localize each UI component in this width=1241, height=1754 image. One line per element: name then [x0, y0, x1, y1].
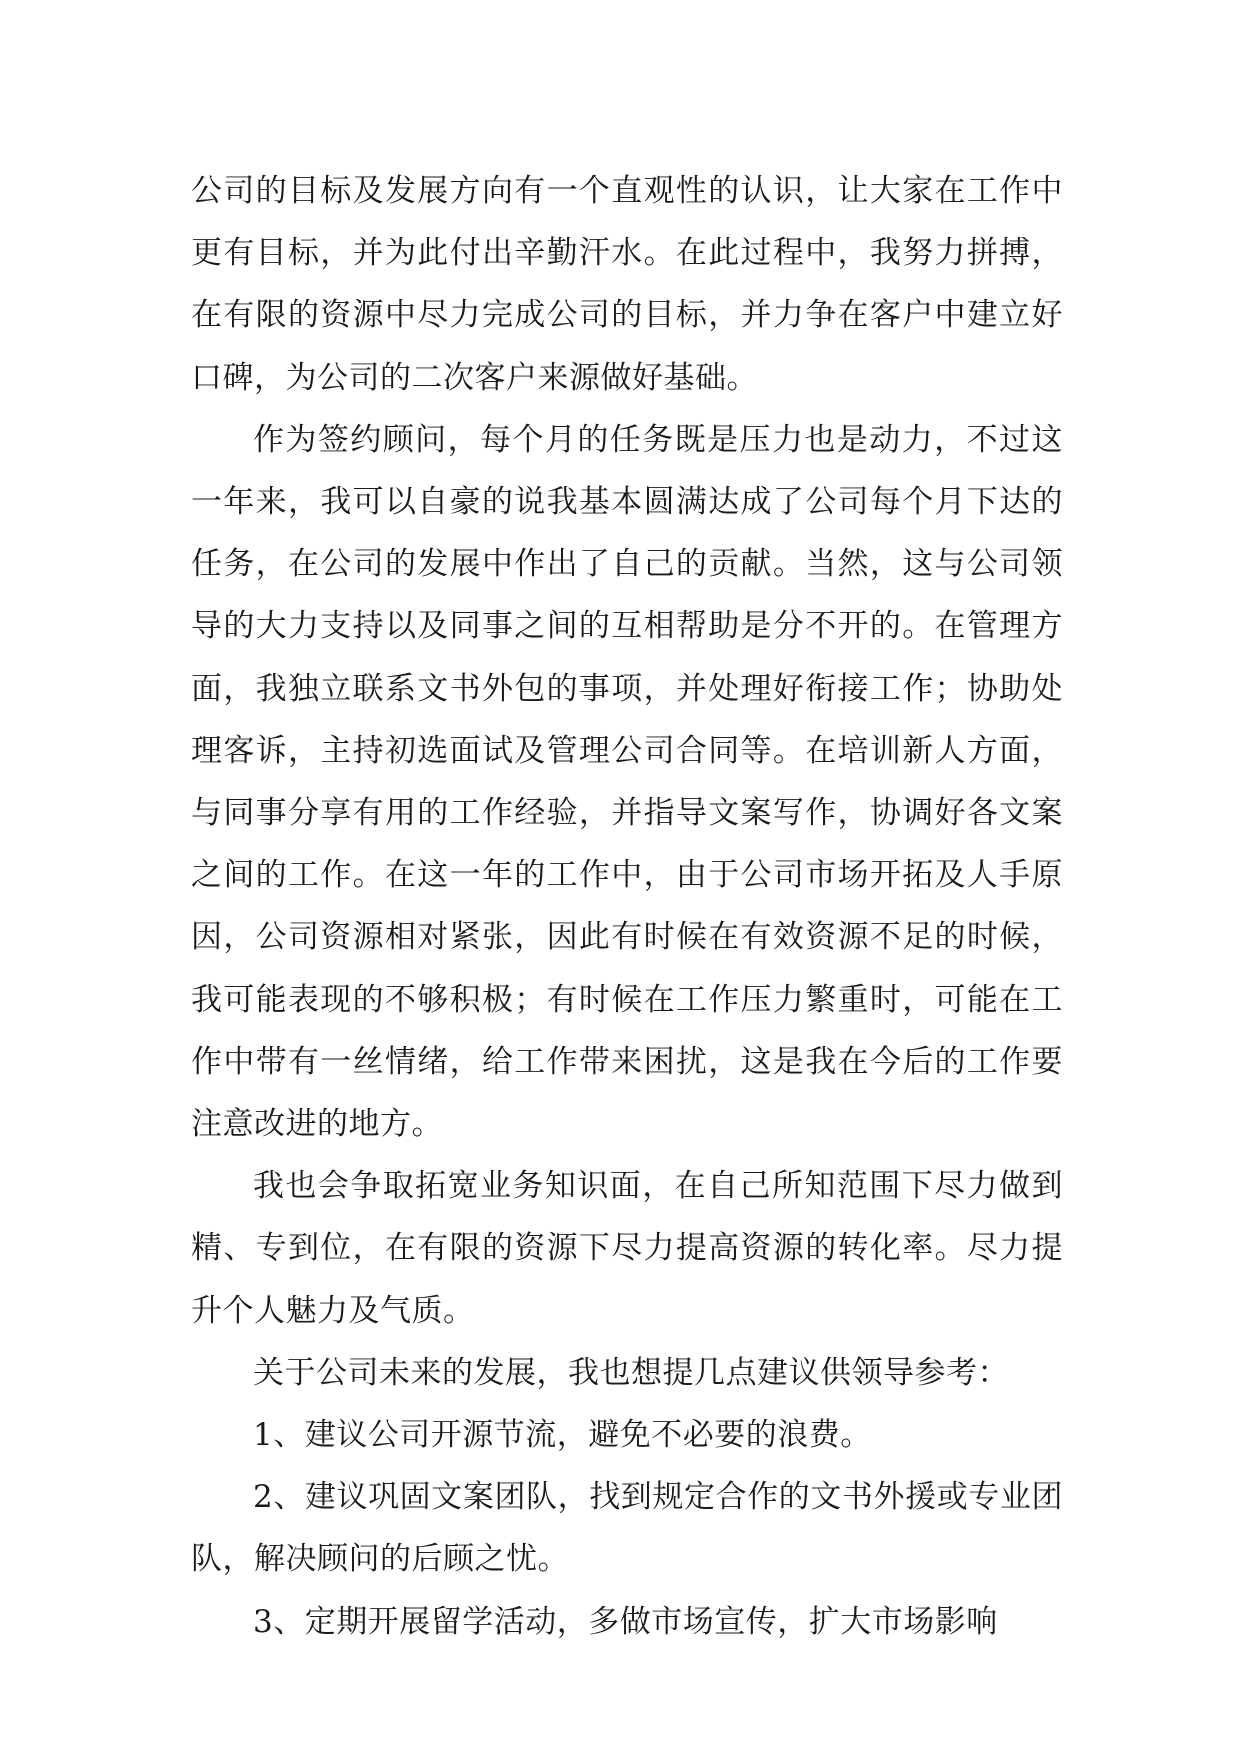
paragraph-1: 公司的目标及发展方向有一个直观性的认识，让大家在工作中更有目标，并为此付出辛勤汗水。在此过程中，我努力拼搏，在有限的资源中尽力完成公司的目标，并力争在客户中建立好口碑，为公司的二次客户来源做好基础。	[191, 173, 1063, 396]
list-item-3: 3、定期开展留学活动，多做市场宣传，扩大市场影响	[253, 1603, 998, 1640]
list-item-1: 1、建议公司开源节流，避免不必要的浪费。	[253, 1417, 872, 1454]
list-item-2: 2、建议巩固文案团队，找到规定合作的文书外援或专业团队，解决顾问的后顾之忧。	[191, 1479, 1063, 1578]
paragraph-3: 我也会争取拓宽业务知识面，在自己所知范围下尽力做到精、专到位，在有限的资源下尽力提高资源的转化率。尽力提升个人魅力及气质。	[191, 1168, 1063, 1329]
document-body	[191, 160, 1063, 1653]
paragraph-4: 关于公司未来的发展，我也想提几点建议供领导参考：	[253, 1354, 1009, 1391]
paragraph-2: 作为签约顾问，每个月的任务既是压力也是动力，不过这一年来，我可以自豪的说我基本圆满达成了公司每个月下达的任务，在公司的发展中作出了自己的贡献。当然，这与公司领导的大力支持以及同事之间的互相帮助是分不开的。在管理方面，我独立联系文书外包的事项，并处理好衔接工作；协助处理客诉，主持初选面试及管理公司合同等。在培训新人方面，与同事分享有用的工作经验，并指导文案写作，协调好各文案之间的工作。在这一年的工作中，由于公司市场开拓及人手原因，公司资源相对紧张，因此有时候在有效资源不足的时候，我可能表现的不够积极；有时候在工作压力繁重时，可能在工作中带有一丝情绪，给工作带来困扰，这是我在今后的工作要注意改进的地方。	[191, 421, 1063, 1143]
